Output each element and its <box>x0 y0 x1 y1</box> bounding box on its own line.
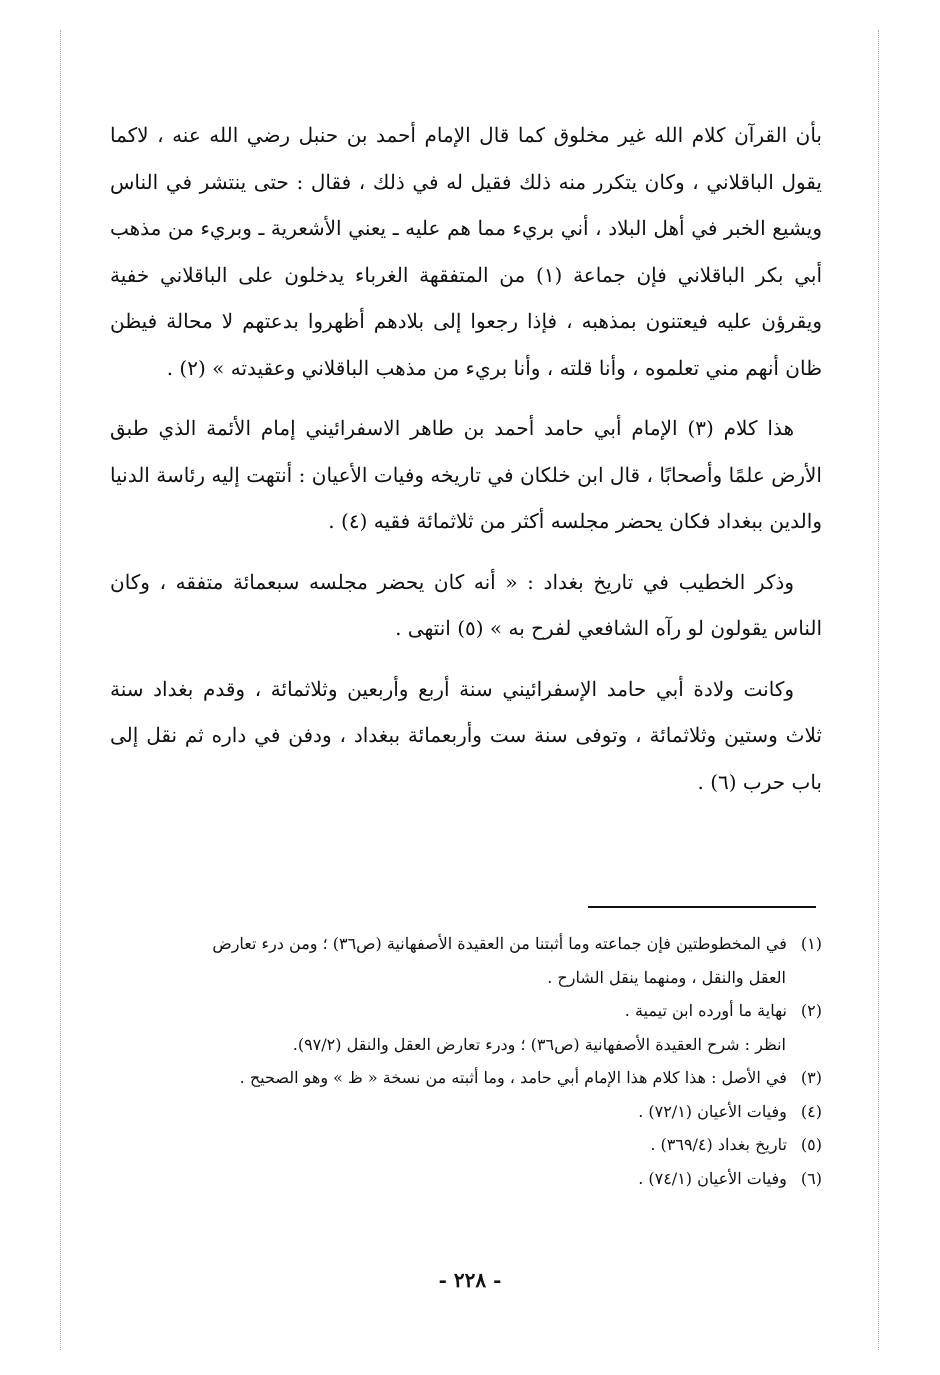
footnote-number: (١) <box>800 934 822 953</box>
footnote-text: وفيات الأعيان (٧٤/١) . <box>638 1168 787 1188</box>
footnote-text: في الأصل : هذا كلام هذا الإمام أبي حامد ، وما أثبته من نسخة « ظ » وهو الصحيح . <box>239 1068 787 1087</box>
footnote-3 <box>110 1061 822 1095</box>
paragraph-4: وكانت ولادة أبي حامد الإسفرائيني سنة أربع وأربعين وثلاثمائة ، وقدم بغداد سنة ثلاث وستين وثلاثمائة ، وتوفى سنة ست وأربعمائة ببغداد ، ودفن في داره ثم نقل إلى باب حرب (٦) . <box>110 676 822 794</box>
paragraph-3: وذكر الخطيب في تاريخ بغداد : « أنه كان يحضر مجلسه سبعمائة متفقه ، وكان الناس يقولون لو رآه الشافعي لفرح به » (٥) انتهى . <box>110 569 822 640</box>
footnote-text: في المخطوطتين فإن جماعته وما أثبتنا من العقيدة الأصفهانية (ص٣٦) ؛ ومن درء تعارض <box>212 934 787 953</box>
footnote-number: (٣) <box>800 1068 822 1087</box>
footnote-number: (٦) <box>800 1168 822 1188</box>
footnote-text: وفيات الأعيان (٧٢/١) . <box>638 1101 787 1121</box>
paragraph-1: بأن القرآن كلام الله غير مخلوق كما قال الإمام أحمد بن حنبل رضي الله عنه ، لاكما يقول الباقلاني ، وكان يتكرر منه ذلك فقيل له في ذلك ، فقال : حتى ينتشر في الناس ويشيع الخبر في أهل البلاد ، أني بريء مما هم عليه ـ يعني الأشعرية ـ وبريء من مذهب أبي بكر الباقلاني فإن جماعة (١) من المتفقهة الغرباء يدخلون على الباقلاني خفية ويقرؤن عليه فيعتنون بمذهبه ، فإذا رجعوا إلى بلادهم أظهروا بدعتهم لا محالة فيظن ظان أنهم مني تعلموه ، وأنا قلته ، وأنا بريء من مذهب الباقلاني وعقيدته » (٢) . <box>110 123 822 380</box>
footnote-continuation: العقل والنقل ، ومنهما ينقل الشارح . <box>547 967 786 987</box>
footnote-number: (٢) <box>800 1001 822 1020</box>
footnote-2 <box>110 994 822 1061</box>
paragraph-2: هذا كلام (٣) الإمام أبي حامد أحمد بن طاهر الاسفرائيني إمام الأئمة الذي طبق الأرض علمًا وأصحابًا ، قال ابن خلكان في تاريخه وفيات الأعيان : أنتهت إليه رئاسة الدنيا والدين ببغداد فكان يحضر مجلسه أكثر من ثلاثمائة فقيه (٤) . <box>110 416 822 533</box>
footnotes <box>110 927 822 1195</box>
footnote-text: تاريخ بغداد (٣٦٩/٤) . <box>650 1135 787 1154</box>
footnote-1 <box>110 927 822 994</box>
footnote-divider <box>588 906 816 908</box>
footnote-6 <box>110 1162 822 1196</box>
main-text <box>110 112 822 819</box>
footnote-continuation: انظر : شرح العقيدة الأصفهانية (ص٣٦) ؛ ودرء تعارض العقل والنقل (٩٧/٢). <box>292 1034 786 1054</box>
scan-edge-right <box>878 30 879 1350</box>
page-number: - ٢٢٨ - <box>438 1268 502 1292</box>
scan-edge-left <box>60 30 61 1350</box>
footnote-5 <box>110 1128 822 1162</box>
footnote-text: نهاية ما أورده ابن تيمية . <box>624 1001 787 1020</box>
footnote-4 <box>110 1095 822 1129</box>
footnote-number: (٥) <box>800 1135 822 1154</box>
footnote-number: (٤) <box>800 1101 822 1121</box>
